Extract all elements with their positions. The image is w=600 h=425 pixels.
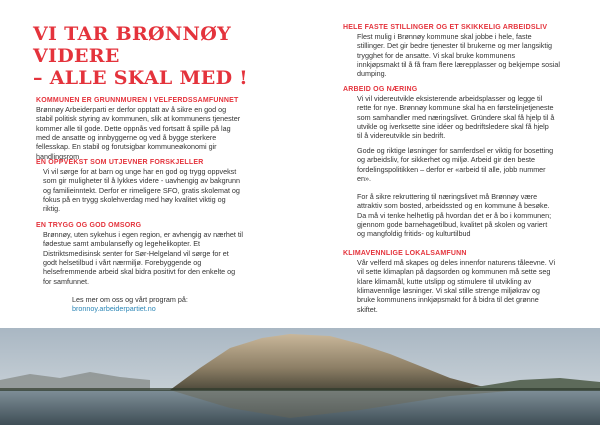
paragraph-klima <box>357 258 593 314</box>
text-line: og familieinntekt. Derfor er rimeligere SFO, gratis skolemat og <box>43 185 240 195</box>
text-line: Flest mulig i Brønnøy kommune skal jobbe i hele, faste <box>357 32 532 41</box>
heading-oppvekst: EN OPPVEKST SOM UTJEVNER FORSKJELLER <box>36 159 204 166</box>
text-line: til å videreutvikle sin bedrift. <box>357 131 446 141</box>
heading-kommunen: KOMMUNEN ER GRUNNMUREN I VELFERDSSAMFUNNET <box>36 97 239 104</box>
text-line: kommer alle til gode. Dette oppnås ved fortsatt å spille på lag <box>36 123 231 133</box>
text-line: Da må vi tenke helhetlig på hvordan det er å bo i kommunen; <box>357 210 552 220</box>
paragraph-kommunen <box>36 105 298 161</box>
text-line: fokus på en trygg skolehverdag med høy kvalitet viktig og <box>43 195 226 205</box>
text-line: riktig. <box>43 204 61 214</box>
paragraph-arbeid-3 <box>357 192 593 239</box>
page-title <box>33 23 313 89</box>
text-line: utvikle og iverksette sine idéer og bedriftsledere skal få hjelp <box>357 122 549 132</box>
text-line: med de ansatte og innbyggerne og ved å bygge sterkere <box>36 133 217 143</box>
text-line: for samfunnet. <box>43 276 89 286</box>
text-line: som samhandler med næringslivet. Gründere skal få hjelp til å <box>357 112 555 122</box>
text-line: For å sikre rekruttering til næringslivet må Brønnøy være <box>357 192 538 201</box>
paragraph-arbeid-1 <box>357 94 593 141</box>
text-line: Distriktsmedisinsk senter for Sør-Helgeland vil sørge for et <box>43 248 229 258</box>
title-line-1: VI TAR BRØNNØY VIDERE <box>33 23 231 67</box>
cta-block <box>72 295 292 314</box>
text-line: stabil politisk styring av kommunen, slik at kommunens tjenester <box>36 114 241 124</box>
paragraph-stillinger <box>357 32 593 79</box>
text-line: fødestue samt ambulansefly og legehelikopter. Et <box>43 239 201 249</box>
text-line: innkjøpsmakt til å få fram flere lærepplasser og bekjempe sosial <box>357 60 560 70</box>
text-line: godt helsetilbud i vårt nærmiljø. Forebyggende og <box>43 258 202 268</box>
text-line: skiftet. <box>357 304 378 314</box>
text-line: trygghet for de ansatte. Vi skal bruke kommunens <box>357 50 516 60</box>
heading-omsorg: EN TRYGG OG GOD OMSORG <box>36 222 142 229</box>
text-line: stillinger. Det gir bedre tjenester til brukerne og mer langsiktig <box>357 41 552 51</box>
text-line: og arbeidsliv, for sikkerhet og miljø. Arbeid gir den beste <box>357 155 536 165</box>
text-line: helsefremmende arbeid skal bidra positivt for den enkelte og <box>43 267 236 277</box>
cta-text: Les mer om oss og vårt program på: <box>72 295 188 304</box>
text-line: og mangfoldig fritids- og kulturtilbud <box>357 229 471 239</box>
text-line: som gir muligheter til å lykkes videre - uavhengig av bakgrunn <box>43 176 240 186</box>
text-line: rette for nye. Brønnøy kommune skal ha en førstelinjetjeneste <box>357 103 554 113</box>
paragraph-omsorg <box>43 230 299 286</box>
text-line: Brønnøy, uten sykehus i egen region, er avhengig av nærhet til <box>43 230 244 239</box>
text-line: vil sette klimaplan på dagsorden og kommunen må sette seg <box>357 267 551 277</box>
heading-klima: KLIMAVENNLIGE LOKALSAMFUNN <box>343 250 467 257</box>
paragraph-arbeid-2 <box>357 146 593 183</box>
text-line: attraktiv som bosted, arbeidssted og en kommune å besøke. <box>357 201 550 211</box>
text-line: Brønnøy Arbeiderparti er derfor opptatt av å sikre en god og <box>36 105 227 114</box>
text-line: fellesskap. En stabil og forutsigbar kommuneøkonomi gir <box>36 142 217 152</box>
text-line: klimavennlige løsninger. Vi skal stille strenge miljøkrav og <box>357 286 540 296</box>
text-line: en». <box>357 174 371 184</box>
shoreline <box>0 388 600 391</box>
program-link[interactable]: bronnoy.arbeiderpartiet.no <box>72 304 156 314</box>
text-line: gjennom gode barnehagetilbud, kvalitet på skolen og variert <box>357 220 548 230</box>
landscape-photo <box>0 328 600 425</box>
text-line: klare klimamål, kutte utslipp og stimulere til utvikling av <box>357 276 532 286</box>
title-line-2: – ALLE SKAL MED ! <box>33 67 248 89</box>
text-line: fordelingspolitikken – derfor er «arbeid til alle, jobb nummer <box>357 164 546 174</box>
text-line: bruke kommunens innkjøpsmakt for å bidra til det grønne <box>357 295 539 305</box>
text-line: Vi vil videreutvikle eksisterende arbeidsplasser og legge til <box>357 94 543 103</box>
heading-arbeid: ARBEID OG NÆRING <box>343 86 418 93</box>
text-line: dumping. <box>357 69 387 79</box>
paragraph-oppvekst <box>43 167 299 214</box>
text-line: Vi vil sørge for at barn og unge har en god og trygg oppvekst <box>43 167 237 176</box>
text-line: handlingsrom <box>36 151 80 161</box>
text-line: Vår velferd må skapes og deles innenfor naturens tåleevne. Vi <box>357 258 556 267</box>
heading-stillinger: HELE FASTE STILLINGER OG ET SKIKKELIG ARBEIDSLIV <box>343 24 548 31</box>
text-line: Gode og riktige løsninger for samferdsel er viktig for bosetting <box>357 146 554 155</box>
